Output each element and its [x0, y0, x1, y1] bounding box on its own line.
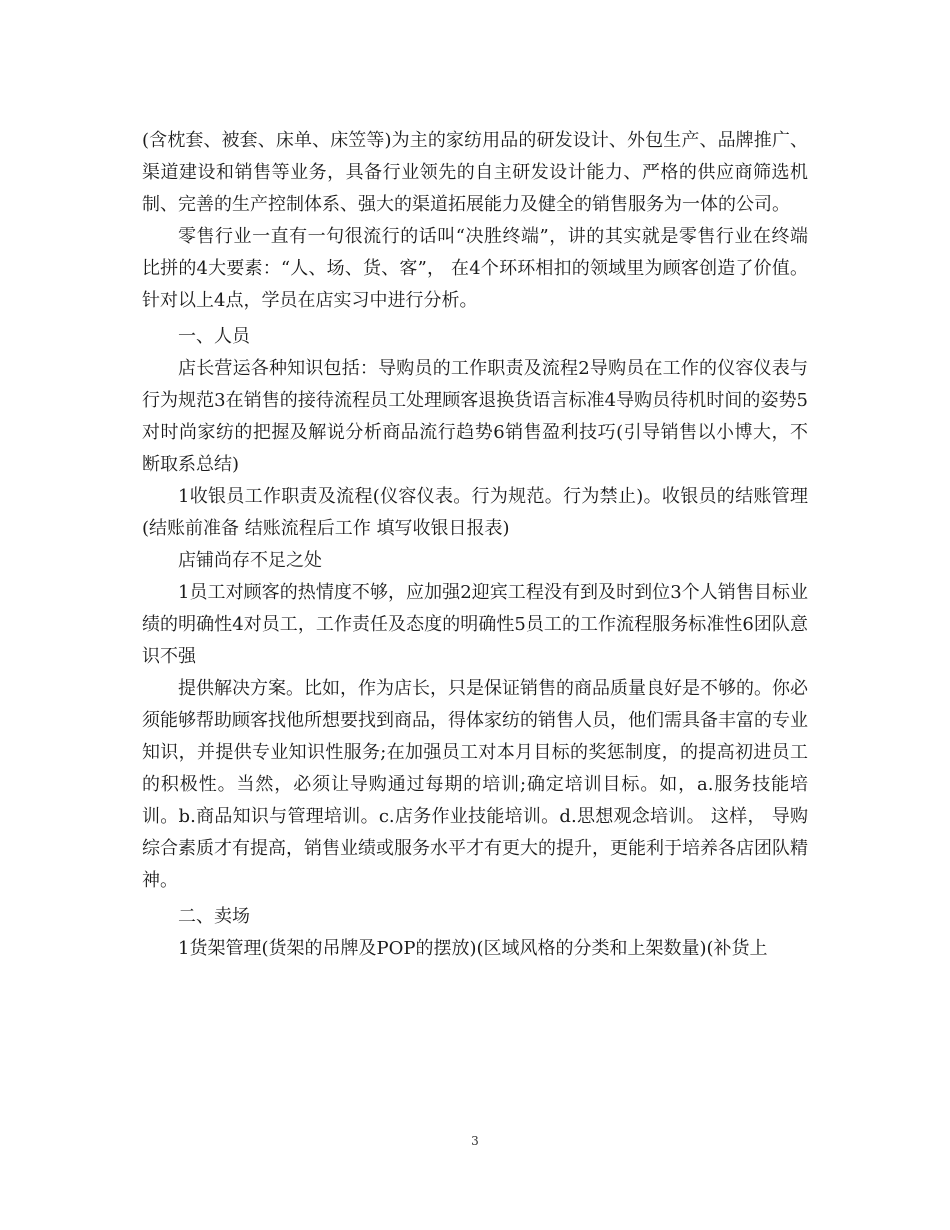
paragraph-shelf-management: 1货架管理(货架的吊牌及POP的摆放)(区域风格的分类和上架数量)(补货上 — [178, 938, 768, 959]
page-number: 3 — [471, 1134, 479, 1148]
paragraph-cashier-duties: 1收银员工作职责及流程(仪容仪表。行为规范。行为禁止)。收银员的结账管理(结账前准备 结账流程后工作 填写收银日报表) — [142, 486, 808, 539]
section-heading-personnel: 一、人员 — [178, 326, 250, 347]
section-heading-sales-floor: 二、卖场 — [178, 906, 250, 927]
paragraph-retail-terminal: 零售行业一直有一句很流行的话叫“决胜终端”，讲的其实就是零售行业在终端比拼的4大要素：“人、场、货、客”， 在4个环环相扣的领域里为顾客创造了价值。针对以上4点，学员在店实习中进行分析。 — [142, 226, 808, 311]
paragraph-solutions: 提供解决方案。比如，作为店长，只是保证销售的商品质量良好是不够的。你必须能够帮助顾客找他所想要找到商品，得体家纺的销售人员，他们需具备丰富的专业知识，并提供专业知识性服务;在加强员工对本月目标的奖惩制度，的提高初进员工的积极性。当然，必须让导购通过每期的培训;确定培训目标。如，a.服务技能培训。b.商品知识与管理培训。c.店务作业技能培训。d.思想观念培训。 这样， 导购综合素质才有提高，销售业绩或服务水平才有更大的提升，更能利于培养各店团队精神。 — [142, 678, 808, 891]
subheading-shortcomings: 店铺尚存不足之处 — [178, 550, 322, 571]
paragraph-intro-continuation: (含枕套、被套、床单、床笠等)为主的家纺用品的研发设计、外包生产、品牌推广、渠道建设和销售等业务，具备行业领先的自主研发设计能力、严格的供应商筛选机制、完善的生产控制体系、强大的渠道拓展能力及健全的销售服务为一体的公司。 — [142, 130, 808, 215]
paragraph-manager-knowledge: 店长营运各种知识包括：导购员的工作职责及流程2导购员在工作的仪容仪表与行为规范3在销售的接待流程员工处理顾客退换货语言标准4导购员待机时间的姿势5对时尚家纺的把握及解说分析商品流行趋势6销售盈利技巧(引导销售以小博大，不断取系总结) — [142, 358, 808, 475]
paragraph-shortcomings-list: 1员工对顾客的热情度不够，应加强2迎宾工程没有到及时到位3个人销售目标业绩的明确性4对员工，工作责任及态度的明确性5员工的工作流程服务标准性6团队意识不强 — [142, 582, 808, 667]
document-body — [142, 125, 808, 965]
